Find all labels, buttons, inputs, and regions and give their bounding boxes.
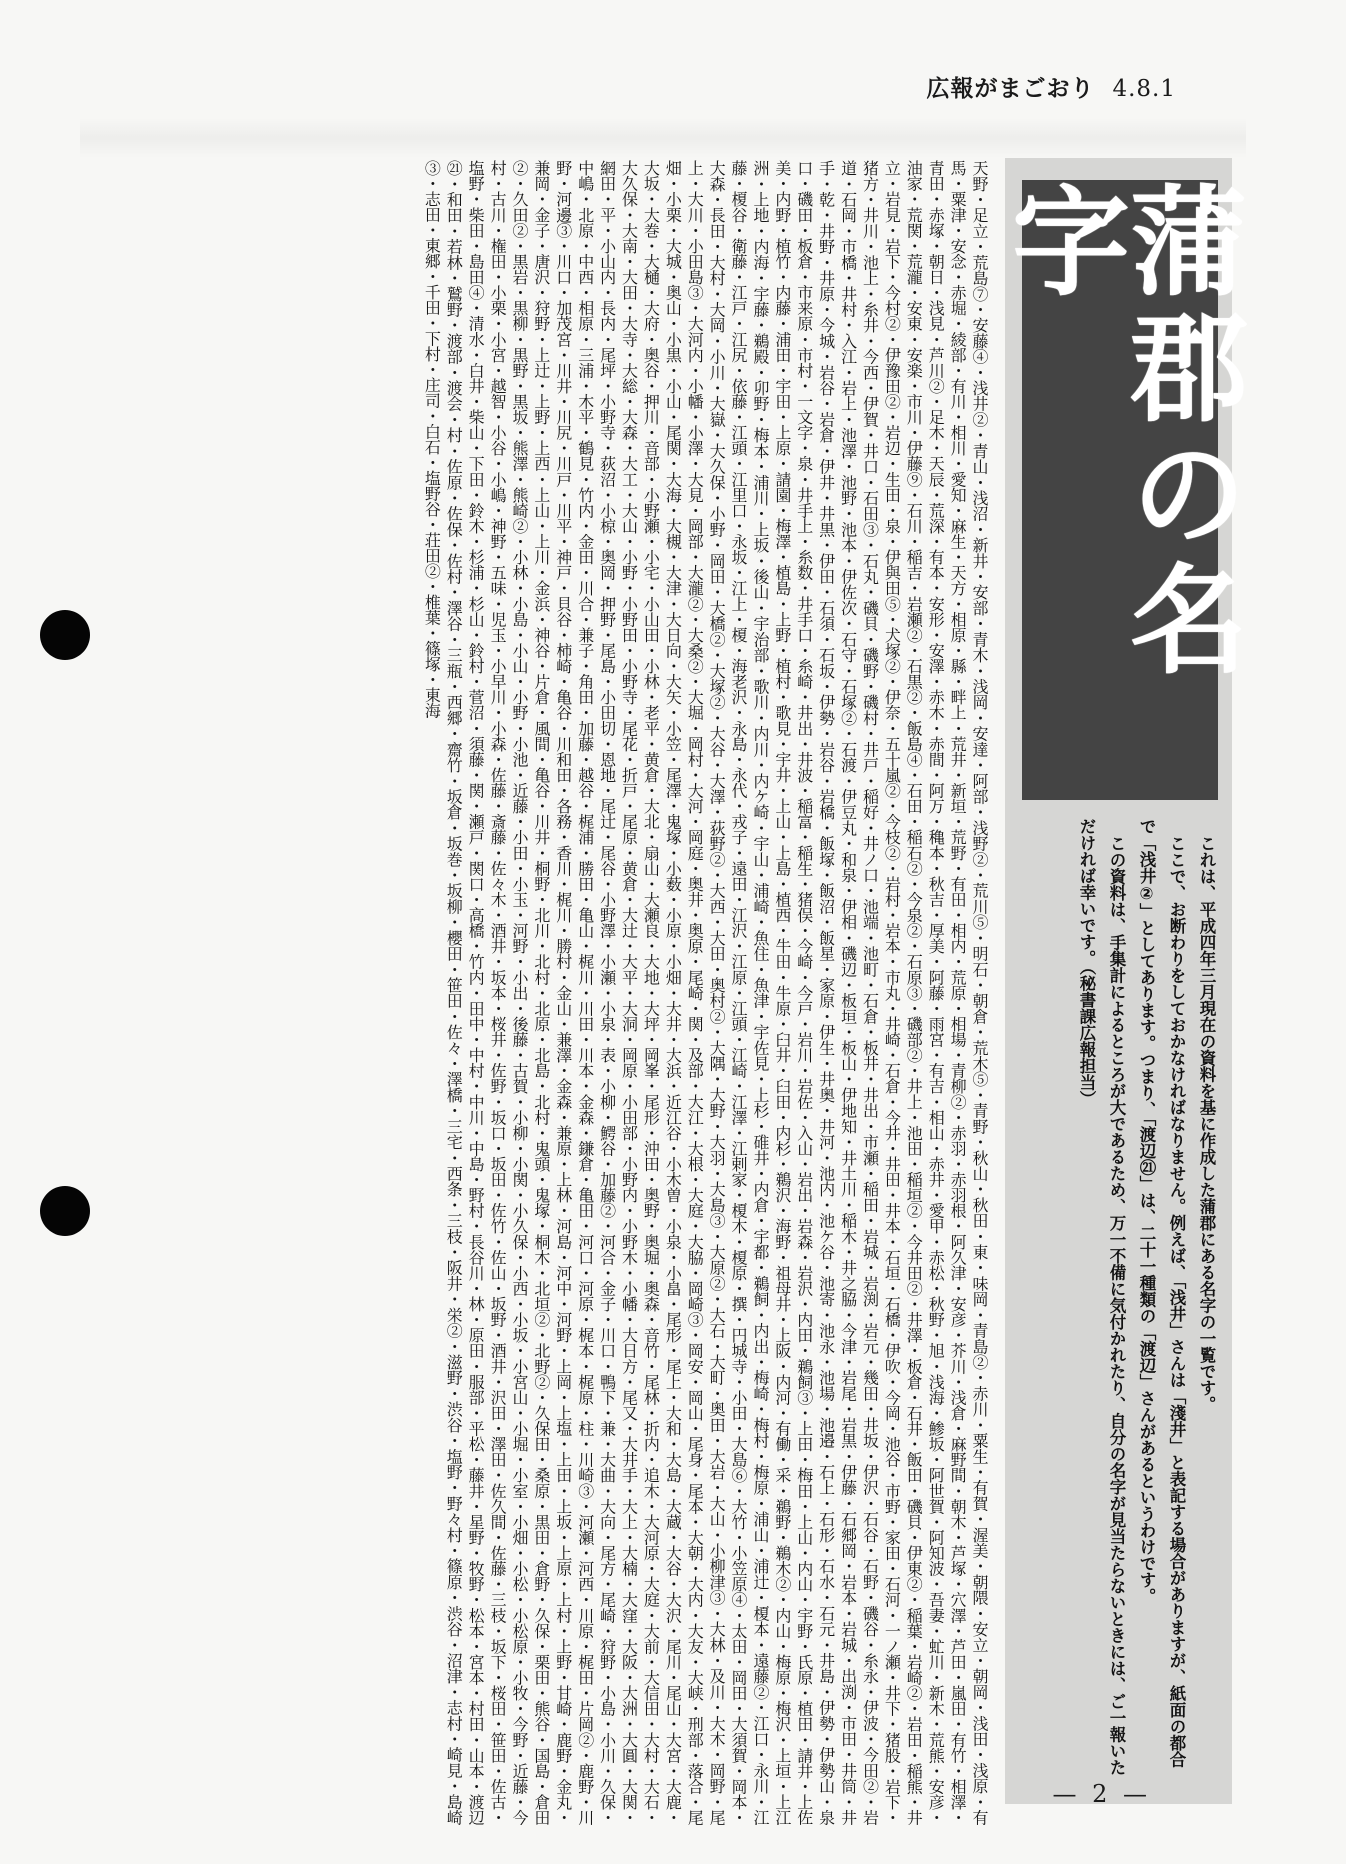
publication-date: 4.8.1	[1112, 76, 1176, 102]
publication-name: 広報がまごおり	[926, 76, 1095, 102]
surname-list: 天野・足立・荒島⑦・安藤④・浅井②・青山・浅沼・新井・安部・青木・浅岡・安達・阿部・浅野②・荒川⑤・明石・朝倉・荒木⑤・青野・秋山・秋田・東・味岡・青島②・赤川・粟生・有賀・渥美・朝隈・安立・朝岡・浅田・浅原・有馬・粟津・安念・赤堀・綾部・有川・相川・愛知・麻生・天方・相原・縣・畔上・荒井・新垣・荒野・有田・相内・荒原・相場・青柳②・赤羽・赤羽根・阿久津・安彦・芥川・浅倉・麻野間・朝木・芦塚・穴澤・芦田・嵐田・有竹・相澤・青田・赤塚・朝日・浅見・芦川②・足木・天辰・荒深・有本・安形・安澤・赤木・赤間・阿万・穐本・秋吉・厚美・阿藤・雨宮・有吉・相山・赤井・愛甲・赤松・秋野・旭・浅海・鯵坂・阿世賀・阿知波・吾妻・虻川・新木・荒熊・安彦・油家・荒関・荒瀧・安東・安楽・市川・伊藤⑨・石川・稲吉・岩瀬②・石黒②・飯島④・石田・稲石②・今泉②・石原③・磯部②・井上・池田・稲垣②・今井田②・井澤・板倉・石井・飯田・磯貝・伊東②・稲葉・岩崎②・岩田・稲熊・井立・岩見・岩下・今村②・伊豫田②・岩辺・生田・泉・伊與田⑤・犬塚②・伊奈・五十嵐②・今枝②・岩村・岩本・市丸・井崎・石倉・今井・井田・井本・石垣・石橋・伊吹・今岡・池谷・市野・家田・石河・一ノ瀬・井下・猪股・岩下・猪方・井川・池上・糸井・今西・伊賀・井口・石田③・石丸・磯貝・磯野・磯村・井戸・稲好・井ノ口・池端・池町・石倉・板井・井出・市瀬・稲田・岩城・岩渕・岩元・幾田・井坂・伊沢・石谷・石野・磯谷・糸永・伊波・今田②・岩道・石岡・市橋・井村・入江・岩上・池澤・池野・池本・伊佐次・石守・石塚②・石渡・伊豆丸・和泉・伊相・磯辺・板垣・板山・伊地知・井土川・稲木・井之脇・今津・岩尾・岩黒・伊藤・石郷岡・岩本・岩城・出渕・市田・井筒・井手・乾・井野・井原・今城・岩谷・岩倉・伊井・井黒・伊田・石須・石坂・伊勢・岩谷・岩橋・飯塚・飯沼・飯星・家原・伊生・井奥・井河・池内・池ケ谷・池寄・池永・池場・池邉・石上・石形・石水・石元・井島・伊勢・伊勢山・泉口・磯田・板倉・市来原・市村・一文字・泉・井手上・糸数・井手口・糸崎・井出・井波・稲富・稲生・猪俣・今崎・今戸・岩川・岩佐・入山・岩出・岩森・岩沢・内田・鵜飼③・上田・梅田・上山・内山・宇野・氏原・植田・請井・上佐美・内野・植竹・内藤・浦田・宇田・上原・請園・梅澤・植島・上野・植村・歌見・宇井・上山・上島・植西・牛田・牛原・臼井・臼田・内杉・鵜沢・海野・祖母井・上阪・内河・有働・采・鵜野・鵜木②・内山・梅原・梅沢・上垣・上江洲・上地・内海・宇藤・鵜殿・卯野・梅本・浦川・上坂・後山・宇治部・歌川・内川・内ケ崎・宇山・浦崎・魚住・魚津・宇佐見・上杉・碓井・内倉・宇都・鵜飼・内出・梅崎・梅村・梅原・浦山・浦辻・榎本・遠藤②・江口・永川・江藤・榎谷・衛藤・江戸・江尻・依藤・江頭・江里口・永坂・江上・榎・海老沢・永島・永代・戎子・遠田・江沢・江原・江頭・江崎・江澤・江剌家・榎木・榎原・撰・円城寺・小田・大島⑥・大竹・小笠原④・太田・岡田・大須賀・岡本・大森・長田・大村・大岡・小川・大嶽・大久保・小野・岡田・大橋②・大塚②・大谷・大澤・荻野②・大西・大田・奥村②・大隅・大野・大羽・大島③・大原②・大石・大町・奥田・大岩・大山・小柳津③・大林・及川・大木・岡野・尾上・大川・小田島③・大河内・小幡・小澤・大見・岡部・大瀧②・大桑②・大堀・岡村・大河・岡庭・奥井・奥原・尾崎・関・及部・大江・大根・大庭・大脇・岡崎③・岡安・岡山・尾身・尾本・大朝・大内・大友・大峡・刑部・落合・尾畑・小栗・大城・奥山・小黒・小山・尾関・大海・大槻・大津・大日向・大矢・小笠・尾澤・鬼塚・小薮・小原・小畑・大井・大浜・近江谷・小木曽・小泉・小畠・尾形・尾上・大和・大島・大蔵・大谷・大沢・尾川・尾山・大宮・大鹿・大坂・大巻・大樋・大府・奥谷・押川・音部・小野瀬・小宅・小山田・小林・老平・黄倉・大北・扇山・大瀬良・大地・大坪・岡峯・尾形・沖田・奥野・奥堀・奥森・音竹・尾林・折内・追木・大河原・大庭・大前・大信田・大村・大石・大久保・大南・大田・大寺・大総・大森・大工・大山・小野・小野田・小野寺・尾花・折戸・尾原・黄倉・大辻・大平・大洞・岡原・小田部・小野内・小野木・小幡・大日方・尾又・大井手・大上・大楠・大窪・大阪・大洲・大圓・大関・網田・平・小山内・長内・尾坪・小野寺・荻沼・小椋・奥岡・押野・尾島・小田切・恩地・尾辻・尾谷・小野澤・小瀬・小泉・表・小柳・鰐谷・加藤②・河合・金子・川口・鴨下・兼・大曲・大向・尾方・尾崎・狩野・小島・小川・久保・中嶋・北原・中西・相原・三浦・木平・鶴見・竹内・金田・川合・兼子・角田・加藤・越谷・梶浦・勝田・亀山・梶川・川田・川本・金森・鎌倉・亀田・河口・河原・梶本・梶原・柱・川崎③・河瀬・河西・川原・梶田・片岡②・鹿野・川野・河邊③・川口・加茂宮・川井・川尻・川戸・川平・神戸・貝谷・柿崎・亀谷・川和田・各務・香川・梶川・勝村・金山・兼澤・金森・兼原・上林・河島・河中・河野・上岡・上塩・上田・上坂・上原・上村・上野・甘崎・鹿野・金丸・兼岡・金子・唐沢・狩野・上辻・上野・上西・上山・上川・金浜・神谷・片倉・風間・亀谷・川井・桐野・北川・北村・北原・北島・北村・鬼頭・鬼塚・桐木・北垣②・北野②・久保田・桑原・黒田・倉野・久保・栗田・熊谷・国島・倉田②・久田②・黒岩・黒柳・黒野・黒坂・熊澤・熊崎②・小林・小島・小山・小野・小池・近藤・小田・小玉・河野・小出・後藤・古賀・小柳・小関・小久保・小西・小坂・小宮山・小堀・小室・小畑・小松・小松原・小牧・今野・近藤・今村・古川・権田・小栗・小宮・越智・小谷・小嶋・神野・五味・児玉・小早川・小森・佐藤・斎藤・佐々木・酒井・坂本・桜井・佐野・坂口・坂田・佐竹・佐山・坂野・酒井・沢田・澤田・佐久間・佐藤・三枝・坂下・桜田・笹田・佐古・塩野・柴田・島田④・清水・白井・柴山・下田・鈴木・杉浦・杉山・鈴村・菅沼・須藤・関・瀬戸・関口・高橋・竹内・田中・中村・中川・中島・野村・長谷川・林・原田・服部・平松・藤井・星野・牧野・松本・宮本・村田・山本・渡辺㉑・和田・若林・鷲野・渡部・渡会・村・佐原・佐保・佐村・澤谷・三瓶・西郷・齋竹・坂倉・坂巻・坂柳・櫻田・笹田・佐々・澤橋・三宅・西条・三枝・阪井・栄②・滋野・渋谷・塩野・野々村・篠原・渋谷・沼津・志村・崎見・島崎③・志田・東郷・千田・下村・庄司・白石・塩野谷・荘田②・椎葉・篠塚・東海	[422, 160, 989, 1825]
article-sidebar	[992, 158, 1248, 1804]
punch-hole-bottom	[40, 1186, 90, 1236]
intro-paragraph-3: この資料は、手集計によるところが大であるため、万一不備に気付かれたり、自分の名字が見当たらないときには、ご一報いただければ幸いです。（秘書課広報担当）	[1077, 818, 1126, 1775]
publication-header	[926, 70, 1176, 103]
intro-text	[1017, 818, 1221, 1778]
punch-hole-top	[40, 610, 90, 660]
scan-shadow-band	[80, 118, 1246, 158]
title-box	[992, 180, 1248, 800]
intro-paragraph-1: これは、平成四年三月現在の資料を基に作成した蒲郡にある名字の一覧です。	[1197, 834, 1216, 1412]
intro-paragraph-2: ここで、お断わりをしておかなければなりません。例えば、「浅井」さんは「淺井」と表記する場合がありますが、紙面の都合で「浅井②」としてあります。つまり、「渡辺㉑」は、二十一種類の「渡辺」さんがあるというわけです。	[1137, 818, 1186, 1767]
article-title: 蒲郡の名字	[992, 180, 1248, 684]
page-number: — 2 —	[1052, 1780, 1151, 1808]
